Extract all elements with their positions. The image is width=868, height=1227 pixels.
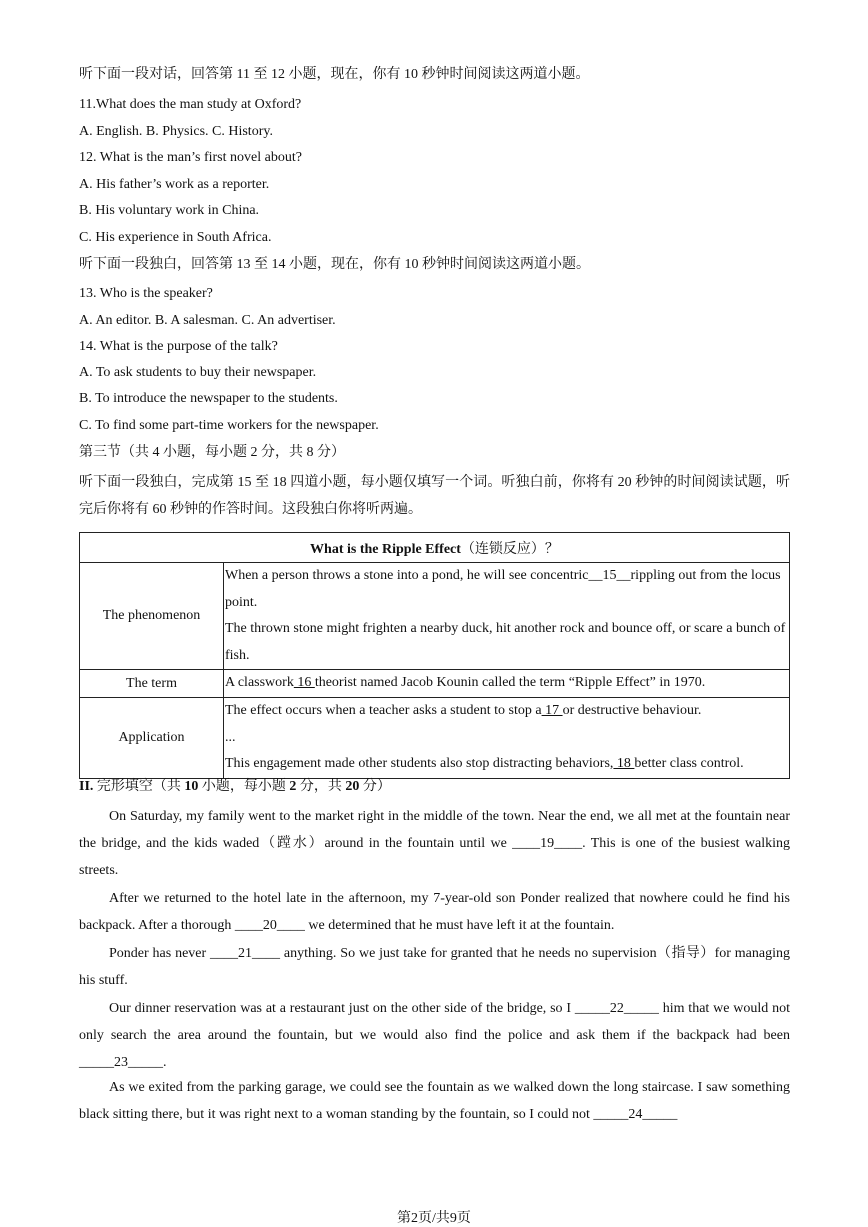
table-title-cn: （连锁反应）？: [460, 541, 559, 557]
phenomenon-text-b: rippling out from the locus point.: [225, 568, 781, 610]
section2-heading: [79, 778, 391, 796]
phenomenon-line1: [225, 563, 789, 616]
row-label-phenomenon: The phenomenon: [80, 563, 224, 670]
section2-text-d: 分）: [359, 779, 391, 794]
question-11: 11.What does the man study at Oxford?: [79, 97, 302, 112]
application-line3: [225, 751, 789, 778]
passage-paragraph-2: After we returned to the hotel late in the afternoon, my 7-year-old son Ponder realized that nowhere could he find his backpack. After a thorough ____20____ we determined that he must have left it at the fountain.: [79, 891, 790, 933]
row-content-phenomenon: [224, 563, 790, 670]
section2-number: II.: [79, 779, 94, 794]
application-text-a: The effect occurs when a teacher asks a student to stop a: [225, 703, 542, 719]
question-12-option-b: B. His voluntary work in China.: [79, 203, 260, 218]
application-text-c: This engagement made other students also stop distracting behaviors,: [225, 756, 614, 772]
term-text-a: A classwork: [225, 675, 294, 691]
question-14-option-a: A. To ask students to buy their newspaper.: [79, 365, 317, 380]
section2-points-total: 20: [345, 779, 360, 794]
term-text-b: theorist named Jacob Kounin called the term “Ripple Effect” in 1970.: [314, 675, 706, 691]
blank-16: 16: [293, 675, 315, 691]
row-label-application: Application: [80, 698, 224, 779]
passage-paragraph-3: Ponder has never ____21____ anything. So we just take for granted that he needs no supervision（指导）for managing his stuff.: [79, 946, 790, 988]
section2-text-b: 小题，每小题: [198, 779, 290, 794]
application-ellipsis: ...: [225, 729, 236, 745]
table-title-en: What is the Ripple Effect: [310, 541, 461, 557]
row-content-term: [224, 670, 790, 698]
application-line1: [225, 698, 789, 725]
application-text-d: better class control.: [634, 756, 744, 772]
question-12-option-c: C. His experience in South Africa.: [79, 230, 272, 245]
section2-text-c: 分，共: [296, 779, 346, 794]
phenomenon-line2: The thrown stone might frighten a nearby duck, hit another rock and bounce off, or scare a bunch of fish.: [225, 621, 786, 663]
ripple-effect-table: [79, 532, 790, 779]
blank-15: __15__: [588, 568, 631, 583]
blank-17: 17: [541, 703, 563, 719]
application-text-b: or destructive behaviour.: [562, 703, 702, 719]
question-14: 14. What is the purpose of the talk?: [79, 339, 278, 354]
phenomenon-text-a: When a person throws a stone into a pond, he will see concentric: [225, 568, 589, 583]
blank-18: 18: [613, 756, 635, 772]
question-12-option-a: A. His father’s work as a reporter.: [79, 177, 270, 192]
passage-paragraph-4: Our dinner reservation was at a restaurant just on the other side of the bridge, so I _____22_____ him that we would not only search the area around the fountain, but we would also find the police and ask them if the backpack had been _____23_____.: [79, 1001, 790, 1070]
section3-heading: 第三节（共 4 小题，每小题 2 分，共 8 分）: [79, 445, 345, 460]
row-label-term: The term: [80, 670, 224, 698]
question-13-options: A. An editor. B. A salesman. C. An advertiser.: [79, 313, 336, 328]
section-intro-11-12: 听下面一段对话，回答第 11 至 12 小题，现在，你有 10 秒钟时间阅读这两道小题。: [79, 67, 590, 82]
question-13: 13. Who is the speaker?: [79, 286, 213, 301]
section2-count: 10: [184, 779, 199, 794]
question-11-options: A. English. B. Physics. C. History.: [79, 124, 273, 139]
section2-text-a: 完形填空（共: [93, 779, 185, 794]
question-14-option-b: B. To introduce the newspaper to the students.: [79, 391, 338, 406]
section3-instructions: 听下面一段独白，完成第 15 至 18 四道小题，每小题仅填写一个词。听独白前，你将有 20 秒钟的时间阅读试题，听完后你将有 60 秒钟的作答时间。这段独白你将听两遍。: [79, 475, 790, 517]
passage-paragraph-1: On Saturday, my family went to the market right in the middle of the town. Near the end, we all met at the fountain near the bridge, and the kids waded（蹚水）around in the fountain until we ____19____. This is one of the busiest walking streets.: [79, 809, 790, 878]
question-14-option-c: C. To find some part-time workers for the newspaper.: [79, 418, 379, 433]
passage-paragraph-5: As we exited from the parking garage, we could see the fountain as we walked down the long staircase. I saw something black sitting there, but it was right next to a woman standing by the fountain, so I could not _____24_____: [79, 1080, 790, 1122]
section2-points-each: 2: [289, 779, 297, 794]
section-intro-13-14: 听下面一段独白，回答第 13 至 14 小题，现在，你有 10 秒钟时间阅读这两道小题。: [79, 257, 590, 272]
row-content-application: [224, 698, 790, 779]
question-12: 12. What is the man’s first novel about?: [79, 150, 302, 165]
table-title: [80, 533, 790, 563]
page-number: 第2页/共9页: [397, 1211, 471, 1226]
